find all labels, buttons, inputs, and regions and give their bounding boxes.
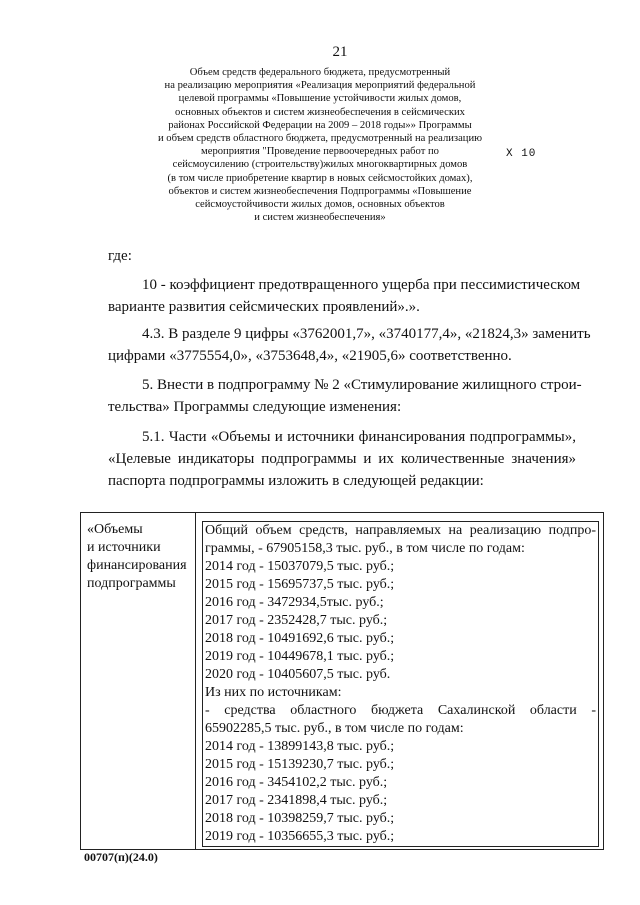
formula-line: сейсмоустойчивости жилых домов, основных объектов <box>195 199 445 211</box>
where-label: где: <box>108 248 132 264</box>
formula-line: на реализацию мероприятия «Реализация мероприятий федеральной <box>164 80 476 92</box>
formula-multiplier: X 10 <box>506 148 537 160</box>
funding-table <box>80 512 604 850</box>
content-line: 2018 год - 10491692,6 тыс. руб.; <box>205 631 395 646</box>
paragraph-line: паспорта подпрограммы изложить в следующей редакции: <box>108 473 484 489</box>
paragraph-coefficient <box>108 274 581 318</box>
paragraph-line: «Целевые индикаторы подпрограммы и их количественные значения» <box>108 451 576 467</box>
formula-line: целевой программы «Повышение устойчивости жилых домов, <box>178 93 462 105</box>
table-cell-content <box>196 513 604 850</box>
content-line: граммы, - 67905158,3 тыс. руб., в том числе по годам: <box>205 541 525 556</box>
formula-line: и объем средств областного бюджета, предусмотренный на реализацию <box>157 133 483 145</box>
paragraph-line: варианте развития сейсмических проявлений».». <box>108 299 420 315</box>
paragraph-line: 10 - коэффициент предотвращенного ущерба при пессимистическом <box>142 277 581 293</box>
paragraph-5-1 <box>108 426 576 492</box>
formula-line: сейсмоусилению (строительству)жилых многоквартирных домов <box>172 159 468 171</box>
formula-line: объектов и систем жизнеобеспечения Подпрограммы «Повышение <box>168 185 472 197</box>
content-line: Общий объем средств, направляемых на реализацию подпро- <box>205 523 596 538</box>
content-line: 2020 год - 10405607,5 тыс. руб. <box>205 667 391 682</box>
paragraph-line: 5.1. Части «Объемы и источники финансирования подпрограммы», <box>142 429 576 445</box>
content-line: Из них по источникам: <box>205 685 342 700</box>
content-line: 2017 год - 2341898,4 тыс. руб.; <box>205 793 388 808</box>
formula-caption <box>130 66 510 224</box>
formula-line: и систем жизнеобеспечения» <box>254 212 386 224</box>
page-number: 21 <box>332 44 348 60</box>
formula-line: (в том числе приобретение квартир в новых сейсмостойких домах), <box>167 172 473 184</box>
formula-line: районах Российской Федерации на 2009 – 2018 годы»» Программы <box>168 119 472 131</box>
label-line: и источники <box>87 540 161 555</box>
content-line: 2015 год - 15695737,5 тыс. руб.; <box>205 577 395 592</box>
paragraph-4-3 <box>108 323 591 367</box>
content-line: 2018 год - 10398259,7 тыс. руб.; <box>205 811 395 826</box>
content-line: 2015 год - 15139230,7 тыс. руб.; <box>205 757 395 772</box>
content-frame <box>202 521 599 847</box>
paragraph-line: тельства» Программы следующие изменения: <box>108 399 402 415</box>
content-line: 2017 год - 2352428,7 тыс. руб.; <box>205 613 388 628</box>
label-line: подпрограммы <box>87 576 176 591</box>
table-cell-label <box>81 513 196 850</box>
document-code: 00707(п)(24.0) <box>84 850 158 864</box>
content-line: 2019 год - 10356655,3 тыс. руб.; <box>205 829 395 844</box>
content-line: 2014 год - 15037079,5 тыс. руб.; <box>205 559 395 574</box>
formula-line: мероприятия "Проведение первоочередных работ по <box>201 146 439 158</box>
content-line: 2014 год - 13899143,8 тыс. руб.; <box>205 739 395 754</box>
paragraph-5 <box>108 374 582 418</box>
content-line: 2016 год - 3454102,2 тыс. руб.; <box>205 775 388 790</box>
formula-line: основных объектов и систем жизнеобеспечения в сейсмических <box>175 106 465 118</box>
label-line: финансирования <box>87 558 187 573</box>
paragraph-line: 4.3. В разделе 9 цифры «3762001,7», «3740177,4», «21824,3» заменить <box>142 326 591 342</box>
table-row <box>81 513 604 850</box>
formula-line: Объем средств федерального бюджета, предусмотренный <box>189 67 451 78</box>
paragraph-line: цифрами «3775554,0», «3753648,4», «21905,6» соответственно. <box>108 348 512 364</box>
content-line: 2019 год - 10449678,1 тыс. руб.; <box>205 649 395 664</box>
content-line: - средства областного бюджета Сахалинской области - <box>205 703 596 718</box>
content-line: 2016 год - 3472934,5тыс. руб.; <box>205 595 384 610</box>
label-line: «Объемы <box>87 522 143 537</box>
content-line: 65902285,5 тыс. руб., в том числе по годам: <box>205 721 464 736</box>
paragraph-line: 5. Внести в подпрограмму № 2 «Стимулирование жилищного строи- <box>142 377 582 393</box>
